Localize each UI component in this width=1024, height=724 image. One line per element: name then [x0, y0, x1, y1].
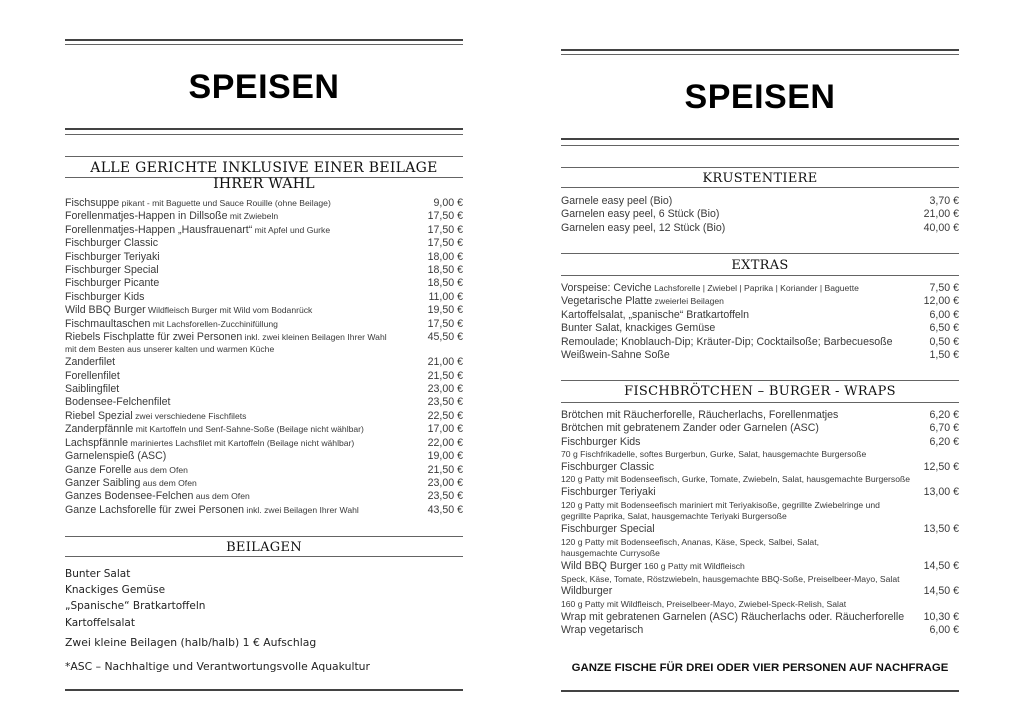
item-detail: aus dem Ofen [131, 464, 188, 475]
item-title: Garnelen easy peel, 12 Stück (Bio) [561, 221, 726, 234]
menu-item [65, 356, 463, 369]
item-price: 0,50 € [929, 335, 959, 348]
item-title: Garnelen easy peel, 6 Stück (Bio) [561, 208, 720, 221]
item-description: 120 g Patty mit Bodenseefisch, Gurke, Tomate, Zwiebeln, Salat, hausgemachte Burgersoße [561, 474, 911, 485]
item-title: Bunter Salat, knackiges Gemüse [561, 322, 716, 335]
item-name [561, 322, 907, 335]
item-name [65, 197, 411, 210]
item-price: 14,50 € [923, 560, 959, 573]
item-price: 23,50 € [427, 396, 463, 409]
menu-item [561, 436, 959, 449]
item-name [65, 396, 411, 409]
item-title: Brötchen mit gebratenem Zander oder Garnelen (ASC) [561, 422, 819, 435]
item-price: 43,50 € [427, 503, 463, 516]
item-price: 22,00 € [427, 436, 463, 449]
item-detail: 160 g Patty mit Wildfleisch [641, 561, 745, 572]
divider [65, 134, 463, 135]
item-detail: mit Kartoffeln und Senf-Sahne-Soße (Beilage nicht wählbar) [133, 424, 364, 435]
item-price: 6,00 € [929, 624, 959, 637]
menu-item [561, 336, 959, 349]
divider [561, 54, 959, 55]
item-name [65, 291, 411, 304]
item-price: 45,50 € [427, 331, 463, 344]
item-detail: aus dem Ofen [140, 477, 197, 488]
item-price: 23,00 € [427, 476, 463, 489]
menu-item [65, 464, 463, 477]
divider [65, 156, 463, 157]
item-detail: inkl. zwei Beilagen Ihrer Wahl [244, 504, 359, 515]
menu-item [561, 282, 959, 295]
section-heading-main: ALLE GERICHTE INKLUSIVE EINER BEILAGE IHRER WAHL [90, 160, 438, 192]
item-title: Fischburger Special [65, 264, 159, 277]
item-detail: aus dem Ofen [193, 491, 250, 502]
item-name [561, 282, 907, 295]
item-title: Brötchen mit Räucherforelle, Räucherlachs, Forellenmatjes [561, 409, 839, 421]
item-price: 6,50 € [929, 322, 959, 335]
extras-list [561, 282, 959, 362]
item-detail: zweierlei Beilagen [652, 296, 724, 307]
item-name [561, 409, 907, 422]
item-name [561, 585, 907, 598]
menu-item [65, 264, 463, 277]
page-title: SPEISEN [188, 68, 340, 106]
item-price: 3,70 € [929, 195, 959, 207]
item-title: Vegetarische Platte [561, 295, 653, 308]
divider [65, 39, 463, 41]
item-title: Ganzer Saibling [65, 476, 141, 489]
item-price: 1,50 € [929, 349, 959, 362]
item-description: Speck, Käse, Tomate, Röstzwiebeln, hausgemachte BBQ-Soße, Preiselbeer-Mayo, Salat [561, 573, 900, 584]
item-detail: mariniertes Lachsfilet mit Kartoffeln (Beilage nicht wählbar) [128, 437, 355, 448]
menu-item [65, 437, 463, 450]
item-price: 7,50 € [929, 282, 959, 294]
divider [65, 44, 463, 45]
menu-item [561, 322, 959, 335]
item-title: Wrap vegetarisch [561, 624, 644, 637]
item-title: Saiblingfilet [65, 383, 120, 396]
item-title: Forellenmatjes-Happen „Hausfrauenart“ [65, 223, 253, 236]
item-price: 17,50 € [427, 223, 463, 236]
item-price: 18,50 € [427, 277, 463, 290]
item-price: 21,50 € [427, 369, 463, 382]
item-name [561, 436, 907, 449]
item-title: Fischburger Teriyaki [65, 250, 160, 263]
divider [561, 275, 959, 276]
item-price: 6,20 € [929, 409, 959, 421]
item-name [561, 523, 907, 536]
item-name [65, 477, 411, 490]
section-heading-krustentiere: KRUSTENTIERE [702, 171, 818, 186]
item-name [561, 624, 907, 637]
item-price: 23,50 € [427, 490, 463, 503]
item-title: Fischburger Teriyaki [561, 486, 656, 499]
item-name [65, 318, 411, 331]
item-name [561, 422, 907, 435]
item-description: mit dem Besten aus unserer kalten und warmen Küche [65, 344, 275, 355]
divider [65, 177, 463, 178]
item-price: 11,00 € [428, 290, 463, 303]
menu-item [561, 349, 959, 362]
item-name [561, 560, 907, 573]
item-price: 17,00 € [427, 423, 463, 436]
item-name [65, 504, 411, 517]
item-price: 17,50 € [427, 317, 463, 330]
item-title: Wildburger [561, 585, 613, 598]
item-price: 13,00 € [923, 486, 959, 499]
menu-item [65, 410, 463, 423]
item-title: Fischsuppe [65, 197, 120, 209]
item-price: 6,00 € [929, 308, 959, 321]
item-price: 14,50 € [923, 585, 959, 598]
item-price: 6,20 € [929, 435, 959, 448]
item-name [561, 336, 907, 349]
menu-item [65, 210, 463, 223]
item-name [561, 611, 907, 624]
item-detail: mit Zwiebeln [227, 211, 279, 222]
item-price: 22,50 € [427, 409, 463, 422]
item-name [65, 464, 411, 477]
menu-item [561, 560, 959, 573]
menu-item [561, 222, 959, 235]
menu-item [65, 291, 463, 304]
menu-item [65, 251, 463, 264]
divider [561, 49, 959, 51]
item-detail: inkl. zwei kleinen Beilagen Ihrer Wahl [242, 332, 387, 343]
item-name [65, 450, 411, 463]
item-detail: pikant - mit Baguette und Sauce Rouille (ohne Beilage) [119, 198, 331, 208]
menu-item [561, 409, 959, 422]
item-title: Wild BBQ Burger [65, 304, 146, 317]
item-title: Zanderpfännle [65, 423, 134, 436]
item-name [65, 490, 411, 503]
item-name [65, 437, 411, 450]
item-title: Fischburger Special [561, 523, 655, 536]
item-name [65, 210, 411, 223]
item-name [561, 222, 907, 235]
divider [561, 253, 959, 254]
menu-item [561, 422, 959, 435]
menu-item [561, 195, 959, 208]
item-price: 18,50 € [427, 264, 463, 277]
item-name [65, 356, 411, 369]
menu-item [65, 504, 463, 517]
menu-item [561, 624, 959, 637]
item-detail: Lachsforelle | Zwiebel | Paprika | Koriander | Baguette [651, 283, 859, 293]
section-heading-burger: FISCHBRÖTCHEN – BURGER - WRAPS [624, 384, 896, 399]
item-name [561, 461, 907, 474]
item-title: Lachspfännle [65, 436, 129, 449]
item-title: Garnelenspieß (ASC) [65, 450, 167, 463]
item-title: Riebel Spezial [65, 409, 133, 422]
section-heading-extras: EXTRAS [731, 258, 789, 273]
item-name [65, 370, 411, 383]
menu-item [65, 277, 463, 290]
item-title: Weißwein-Sahne Soße [561, 349, 670, 362]
asc-note: *ASC – Nachhaltige und Verantwortungsvolle Aquakultur [65, 660, 370, 673]
item-price: 23,00 € [427, 383, 463, 396]
page-title: SPEISEN [684, 78, 836, 116]
divider [561, 690, 959, 692]
menu-item [65, 396, 463, 409]
menu-item [561, 295, 959, 308]
item-title: Ganze Forelle [65, 463, 132, 476]
item-name [561, 486, 907, 499]
menu-item [561, 461, 959, 474]
divider [561, 402, 959, 403]
item-price: 17,50 € [427, 237, 463, 250]
side-dish: „Spanische“ Bratkartoffeln [65, 600, 206, 613]
burger-list [561, 409, 959, 637]
divider [561, 380, 959, 381]
item-title: Fischburger Picante [65, 277, 160, 290]
item-price: 21,00 € [427, 356, 463, 369]
item-price: 6,70 € [929, 422, 959, 435]
menu-item [65, 331, 463, 344]
menu-item [65, 450, 463, 463]
item-title: Zanderfilet [65, 356, 116, 369]
menu-item [561, 208, 959, 221]
item-name [561, 208, 907, 221]
divider [65, 689, 463, 691]
left-menu-page [65, 0, 463, 724]
divider [65, 536, 463, 537]
item-name [65, 383, 411, 396]
item-detail: zwei verschiedene Fischfilets [132, 410, 247, 421]
menu-item [65, 477, 463, 490]
item-price: 19,00 € [427, 450, 463, 463]
item-title: Bodensee-Felchenfilet [65, 396, 171, 409]
item-title: Fischburger Classic [561, 461, 655, 474]
item-title: Fischburger Classic [65, 237, 159, 250]
side-dish: Bunter Salat [65, 568, 131, 580]
item-name [65, 264, 411, 277]
item-name [561, 295, 907, 308]
main-dishes-list [65, 197, 463, 517]
item-description: 70 g Fischfrikadelle, softes Burgerbun, Gurke, Salat, hausgemachte Burgersoße [561, 449, 867, 460]
sides-surcharge-note: Zwei kleine Beilagen (halb/halb) 1 € Aufschlag [65, 636, 317, 649]
menu-item [65, 318, 463, 331]
shellfish-list [561, 195, 959, 235]
menu-item [65, 224, 463, 237]
section-heading-beilagen: BEILAGEN [226, 540, 302, 555]
menu-item [65, 370, 463, 383]
divider [65, 128, 463, 130]
item-description: 120 g Patty mit Bodenseefisch, Ananas, Käse, Speck, Salbei, Salat, [561, 536, 819, 547]
item-name [65, 423, 411, 436]
divider [561, 138, 959, 140]
divider [561, 187, 959, 188]
item-title: Fischburger Kids [561, 435, 641, 448]
item-title: Forellenmatjes-Happen in Dillsoße [65, 210, 228, 223]
item-description: gegrillte Paprika, Salat, hausgemachte Teriyaki Burgersoße [561, 511, 787, 522]
item-name [561, 195, 907, 208]
side-dishes-list [65, 566, 463, 631]
item-price: 13,50 € [923, 523, 959, 536]
menu-item [65, 383, 463, 396]
divider [561, 167, 959, 168]
item-name [65, 237, 411, 250]
item-price: 17,50 € [427, 210, 463, 223]
item-title: Garnele easy peel (Bio) [561, 195, 673, 207]
item-title: Ganzes Bodensee-Felchen [65, 490, 194, 503]
item-price: 19,50 € [427, 304, 463, 317]
item-title: Forellenfilet [65, 369, 120, 382]
item-title: Fischmaultaschen [65, 317, 151, 330]
item-name [65, 251, 411, 264]
item-detail: mit Apfel und Gurke [252, 224, 331, 235]
item-title: Vorspeise: Ceviche [561, 282, 652, 294]
item-description: hausgemachte Currysoße [561, 548, 660, 559]
right-menu-page [561, 0, 959, 724]
item-detail: Wildfleisch Burger mit Wild vom Bodanrück [145, 305, 313, 316]
side-dish: Kartoffelsalat [65, 616, 135, 629]
item-price: 12,50 € [923, 461, 959, 474]
item-title: Wrap mit gebratenen Garnelen (ASC) Räucherlachs oder. Räucherforelle [561, 610, 905, 623]
item-name [65, 277, 411, 290]
item-name [561, 309, 907, 322]
item-title: Riebels Fischplatte für zwei Personen [65, 331, 243, 344]
menu-item [561, 611, 959, 624]
item-title: Ganze Lachsforelle für zwei Personen [65, 503, 245, 516]
item-title: Remoulade; Knoblauch-Dip; Kräuter-Dip; Cocktailsoße; Barbecuesoße [561, 335, 893, 348]
item-price: 12,00 € [923, 295, 959, 308]
item-price: 21,00 € [923, 208, 959, 221]
item-price: 9,00 € [433, 197, 463, 209]
menu-item [561, 486, 959, 499]
item-price: 10,30 € [923, 610, 959, 623]
item-title: Fischburger Kids [65, 290, 145, 303]
item-description: 160 g Patty mit Wildfleisch, Preiselbeer-Mayo, Zwiebel-Speck-Relish, Salat [561, 598, 847, 609]
item-name [65, 410, 411, 423]
menu-item [65, 304, 463, 317]
menu-item [561, 523, 959, 536]
menu-item [65, 237, 463, 250]
item-description: 120 g Patty mit Bodenseefisch mariniert mit Teriyakisoße, gegrillte Zwiebelringe und [561, 499, 880, 510]
menu-item [65, 490, 463, 503]
menu-item [561, 585, 959, 598]
menu-item [65, 197, 463, 210]
side-dish: Knackiges Gemüse [65, 584, 166, 597]
item-name [561, 349, 907, 362]
item-price: 18,00 € [427, 250, 463, 263]
item-price: 21,50 € [427, 463, 463, 476]
item-price: 40,00 € [923, 221, 959, 234]
footer-note: GANZE FISCHE FÜR DREI ODER VIER PERSONEN AUF NACHFRAGE [571, 662, 949, 674]
item-title: Kartoffelsalat, „spanische“ Bratkartoffeln [561, 308, 750, 321]
menu-item [65, 423, 463, 436]
divider [65, 556, 463, 557]
item-title: Wild BBQ Burger [561, 560, 642, 573]
item-name [65, 224, 411, 237]
item-name [65, 331, 411, 344]
item-detail: mit Lachsforellen-Zucchinifüllung [150, 318, 278, 329]
menu-item [561, 309, 959, 322]
item-name [65, 304, 411, 317]
divider [561, 145, 959, 146]
